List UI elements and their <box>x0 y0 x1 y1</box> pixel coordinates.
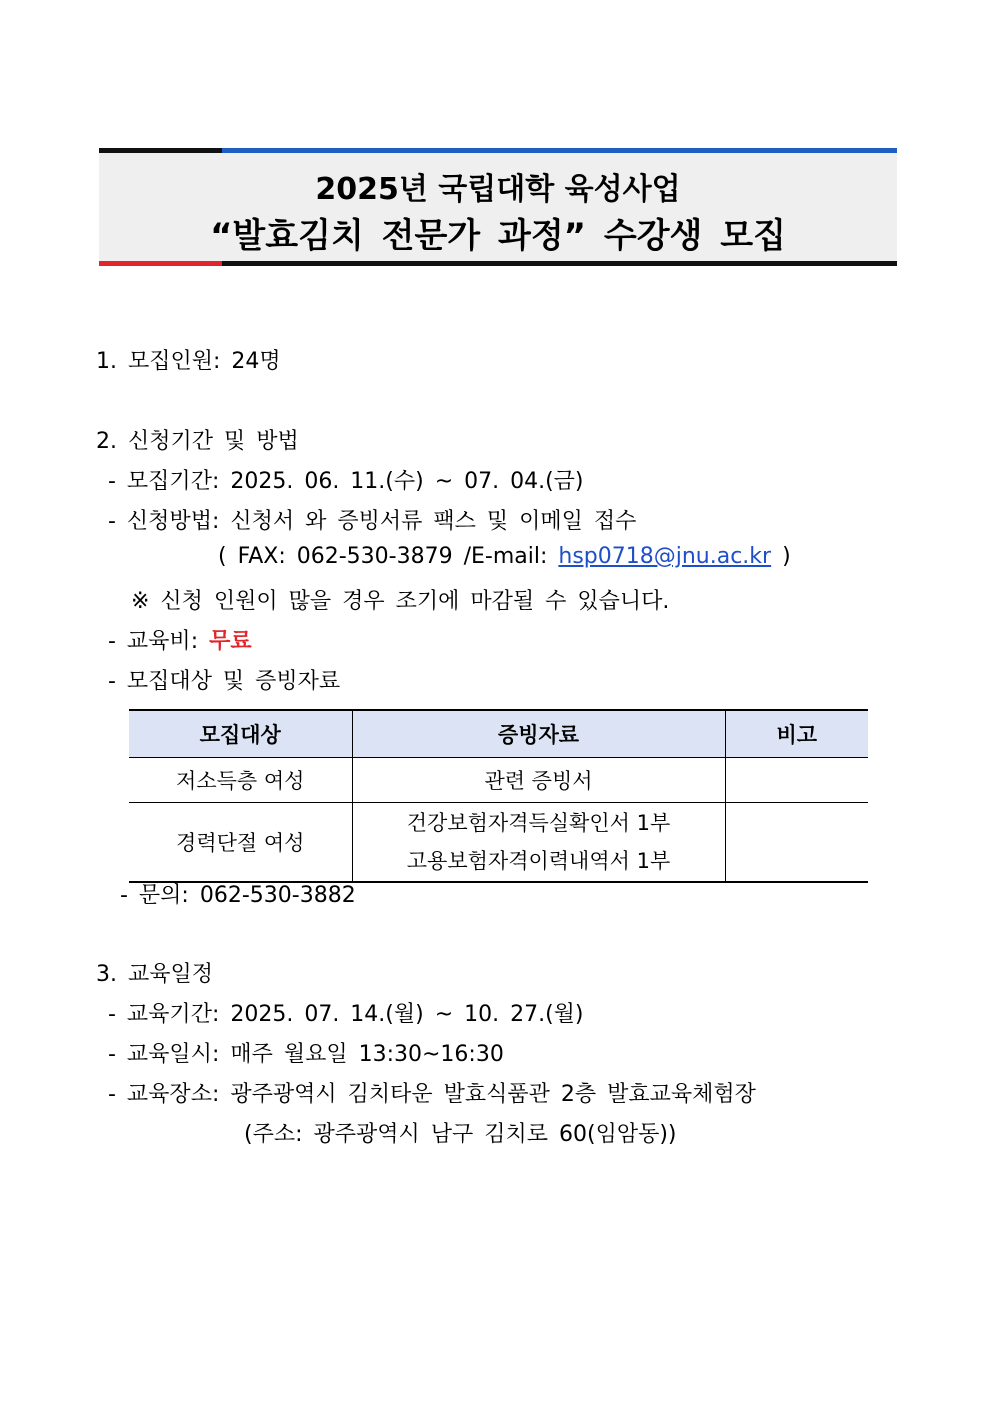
row1-docs: 관련 증빙서 <box>352 758 725 803</box>
title-bottom-bar-black <box>222 261 897 266</box>
edu-time: - 교육일시: 매주 월요일 13:30~16:30 <box>108 1042 504 1067</box>
row2-note <box>725 803 868 883</box>
section2-heading: 2. 신청기간 및 방법 <box>96 429 299 454</box>
section3-heading: 3. 교육일정 <box>96 962 213 987</box>
row2-doc-1: 건강보험자격득실확인서 1부 <box>406 811 671 835</box>
target-label: - 모집대상 및 증빙자료 <box>108 669 341 694</box>
email-link[interactable]: hsp0718@jnu.ac.kr <box>558 544 772 569</box>
fax-text: ( FAX: 062-530-3879 /E-mail: <box>218 544 559 569</box>
row2-doc-2: 고용보험자격이력내역서 1부 <box>406 849 671 873</box>
table-row <box>129 758 868 803</box>
table-row <box>129 803 868 883</box>
title-bottom-bar-red <box>99 261 222 266</box>
title-top-bar-blue <box>222 148 897 153</box>
edu-address: (주소: 광주광역시 남구 김치로 60(임암동)) <box>244 1122 677 1147</box>
contact-suffix: ) <box>771 544 791 569</box>
title-line-1: 2025년 국립대학 육성사업 <box>315 172 681 207</box>
target-table <box>129 709 868 883</box>
edu-period: - 교육기간: 2025. 07. 14.(월) ~ 10. 27.(월) <box>108 1002 584 1027</box>
header-note: 비고 <box>725 710 868 758</box>
title-banner <box>99 148 897 266</box>
row1-note <box>725 758 868 803</box>
header-target: 모집대상 <box>129 710 352 758</box>
fee-line <box>108 624 252 655</box>
table-header-row <box>129 710 868 758</box>
contact-line <box>218 544 791 569</box>
fee-label: - 교육비: <box>108 629 210 654</box>
row2-target: 경력단절 여성 <box>129 803 352 883</box>
recruit-period: - 모집기간: 2025. 06. 11.(수) ~ 07. 04.(금) <box>108 469 584 494</box>
fee-value: 무료 <box>209 629 252 654</box>
title-top-bar-black <box>99 148 222 153</box>
row2-docs <box>352 803 725 883</box>
apply-method: - 신청방법: 신청서 와 증빙서류 팩스 및 이메일 접수 <box>108 509 637 534</box>
title-line-2: “발효김치 전문가 과정” 수강생 모집 <box>210 216 786 256</box>
header-docs: 증빙자료 <box>352 710 725 758</box>
section1-heading: 1. 모집인원: 24명 <box>96 349 281 374</box>
edu-place: - 교육장소: 광주광역시 김치타운 발효식품관 2층 발효교육체험장 <box>108 1082 756 1107</box>
inquiry-line: - 문의: 062-530-3882 <box>120 883 356 908</box>
row1-target: 저소득층 여성 <box>129 758 352 803</box>
early-close-note: ※ 신청 인원이 많을 경우 조기에 마감될 수 있습니다. <box>131 589 670 614</box>
